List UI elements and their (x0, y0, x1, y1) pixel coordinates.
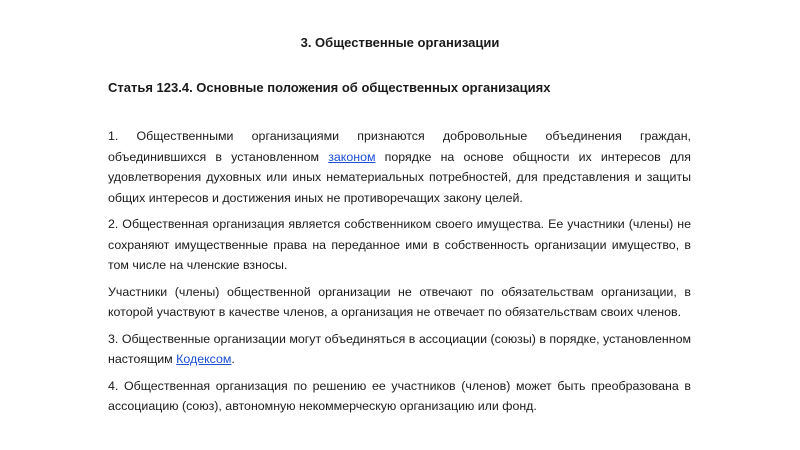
paragraph-1 (108, 126, 691, 208)
paragraph-4 (108, 329, 691, 370)
paragraph-5: 4. Общественная организация по решению ее участников (членов) может быть преобразована в ассоциацию (союз), автономную некоммерческую организацию или фонд. (108, 378, 691, 413)
code-link[interactable]: Кодексом (176, 352, 232, 366)
paragraph-1-text-start: 1. Общественными организациями признаются добровольные объединения граждан, объединившихся в установленном (108, 129, 691, 164)
paragraph-2: 2. Общественная организация является собственником своего имущества. Ее участники (члены) не сохраняют имущественные права на переданное ими в собственность организации имущество, в том числе на членские взносы. (108, 217, 691, 272)
section-title: 3. Общественные организации (300, 35, 500, 50)
article-title: Статья 123.4. Основные положения об общественных организациях (108, 80, 551, 95)
paragraph-4-text-end: . (231, 352, 235, 366)
article-body (108, 126, 691, 423)
law-link[interactable]: законом (328, 149, 376, 164)
paragraph-3: Участники (члены) общественной организации не отвечают по обязательствам организации, в которой участвуют в качестве членов, а организация не отвечает по обязательствам своих членов. (108, 284, 691, 319)
paragraph-4-text-start: 3. Общественные организации могут объединяться в ассоциации (союзы) в порядке, установленном настоящим (108, 331, 691, 366)
paragraph-1-text-end: порядке на основе общности их интересов для удовлетворения духовных или иных нематериальных потребностей, для представления и защиты общих интересов и достижения иных не противоречащих закону целей. (108, 149, 691, 205)
